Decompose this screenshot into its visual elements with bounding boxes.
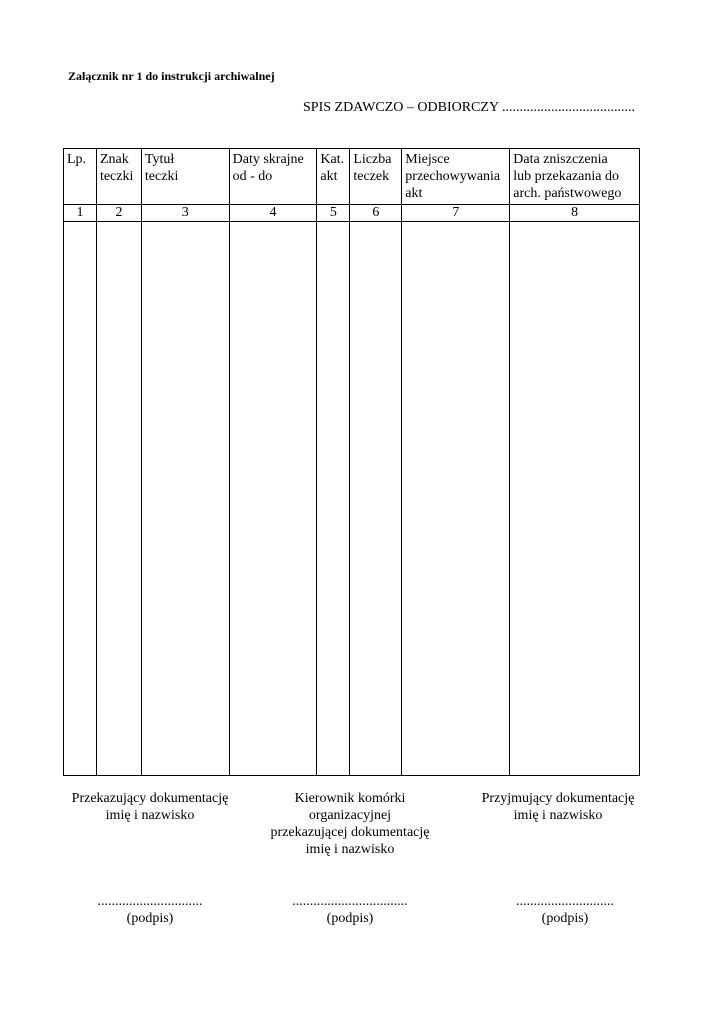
empty-cell: [96, 222, 141, 776]
signature-block-receiving: [468, 790, 648, 824]
signature-block-transferring: [60, 790, 240, 824]
header-text: Tytuł: [144, 152, 175, 167]
header-text: Znak: [99, 152, 129, 167]
header-cell-miejsce: [402, 149, 510, 205]
signature-role-text: przekazującej dokumentację: [270, 825, 430, 840]
header-cell-liczba: [350, 149, 402, 205]
signature-line-transferring: [60, 893, 240, 927]
header-text: akt: [405, 186, 423, 201]
signature-block-manager: [255, 790, 445, 858]
empty-cell: [402, 222, 510, 776]
signature-line-manager: [255, 893, 445, 927]
signature-role-text: organizacyjnej: [308, 808, 392, 823]
attachment-title: Załącznik nr 1 do instrukcji archiwalnej: [68, 69, 275, 83]
header-text: Miejsce: [405, 152, 450, 167]
empty-cell: [317, 222, 350, 776]
table-header-row: [64, 149, 640, 205]
header-text: akt: [320, 169, 338, 184]
column-number: 4: [229, 205, 317, 222]
signature-role-text: Przekazujący dokumentację: [71, 791, 229, 806]
signature-dots: .................................: [292, 894, 408, 909]
column-number-row: [64, 205, 640, 222]
signature-role-text: imię i nazwisko: [513, 808, 603, 823]
transfer-list-table: [63, 148, 640, 776]
header-text: lub przekazania do: [513, 169, 619, 184]
signature-dots: ............................: [516, 894, 614, 909]
signature-role-text: imię i nazwisko: [305, 842, 395, 857]
header-text: Lp.: [67, 152, 87, 167]
empty-cell: [64, 222, 97, 776]
header-text: Data zniszczenia: [513, 152, 608, 167]
column-number: 6: [350, 205, 402, 222]
header-text: teczek: [353, 169, 390, 184]
header-cell-tytul: [141, 149, 229, 205]
signature-role-text: Przyjmujący dokumentację: [481, 791, 635, 806]
header-text: przechowywania: [405, 169, 501, 184]
empty-cell: [510, 222, 640, 776]
header-text: od - do: [232, 169, 273, 184]
column-number: 8: [510, 205, 640, 222]
table-body-row: [64, 222, 640, 776]
empty-cell: [141, 222, 229, 776]
header-text: Liczba: [353, 152, 392, 167]
header-text: arch. państwowego: [513, 186, 622, 201]
header-text: Daty skrajne: [232, 152, 304, 167]
header-cell-data-zniszczenia: [510, 149, 640, 205]
column-number: 3: [141, 205, 229, 222]
header-cell-znak: [96, 149, 141, 205]
column-number: 2: [96, 205, 141, 222]
header-text: teczki: [99, 169, 134, 184]
signature-caption: (podpis): [326, 911, 374, 926]
signature-dots: ..............................: [97, 894, 203, 909]
empty-cell: [229, 222, 317, 776]
header-cell-daty: [229, 149, 317, 205]
header-text: Kat.: [320, 152, 345, 167]
document-title: SPIS ZDAWCZO – ODBIORCZY ......................................: [303, 100, 636, 115]
header-text: teczki: [144, 169, 179, 184]
signature-caption: (podpis): [126, 911, 174, 926]
signature-line-receiving: [475, 893, 655, 927]
column-number: 7: [402, 205, 510, 222]
signature-role-text: Kierownik komórki: [294, 791, 406, 806]
signature-role-text: imię i nazwisko: [105, 808, 195, 823]
signature-caption: (podpis): [541, 911, 589, 926]
header-cell-kat: [317, 149, 350, 205]
header-cell-lp: [64, 149, 97, 205]
column-number: 1: [64, 205, 97, 222]
empty-cell: [350, 222, 402, 776]
column-number: 5: [317, 205, 350, 222]
